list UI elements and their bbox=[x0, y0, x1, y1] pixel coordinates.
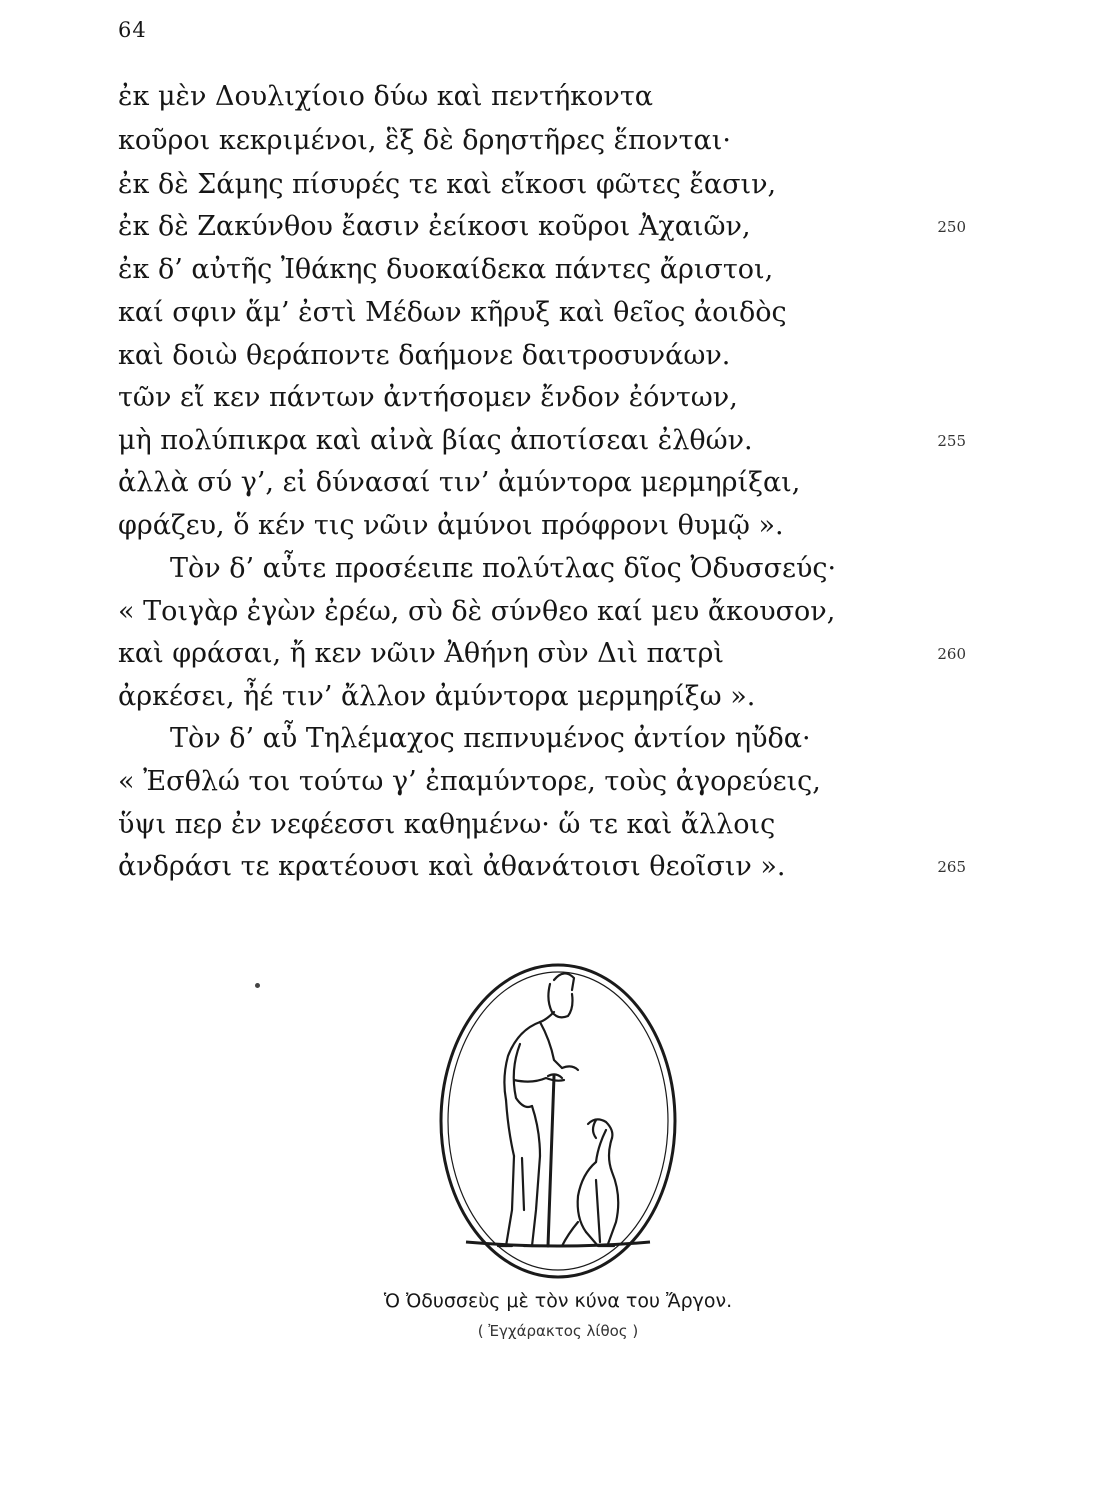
illustration-note: ( Ἐγχάρακτος λίθος ) bbox=[477, 1322, 639, 1340]
verse-line: καί σφιν ἅμ’ ἐστὶ Μέδων κῆρυξ καὶ θεῖος ἀοιδὸς bbox=[118, 297, 787, 328]
page-number: 64 bbox=[118, 18, 147, 42]
verse-line: ἀρκέσει, ἦέ τιν’ ἄλλον ἀμύντορα μερμηρίξω ». bbox=[118, 681, 756, 712]
verse-line: μὴ πολύπικρα καὶ αἰνὰ βίας ἀποτίσεαι ἐλθών. bbox=[118, 425, 753, 456]
verse-line: κοῦροι κεκριμένοι, ἓξ δὲ δρηστῆρες ἕπονται· bbox=[118, 125, 731, 156]
verse-line: ἀλλὰ σύ γ’, εἰ δύνασαί τιν’ ἀμύντορα μερμηρίξαι, bbox=[118, 467, 801, 498]
line-number: 255 bbox=[937, 432, 966, 450]
verse-line: ἐκ δὲ Σάμης πίσυρές τε καὶ εἴκοσι φῶτες ἔασιν, bbox=[118, 169, 777, 200]
verse-line: καὶ φράσαι, ἤ κεν νῶιν Ἀθήνη σὺν Διὶ πατρὶ bbox=[118, 638, 724, 669]
verse-line: ἀνδράσι τε κρατέουσι καὶ ἀθανάτοισι θεοῖσιν ». bbox=[118, 851, 786, 882]
verse-line: ὕψι περ ἐν νεφέεσσι καθημένω· ὥ τε καὶ ἄλλοις bbox=[118, 809, 776, 840]
engraved-gem-illustration bbox=[436, 960, 680, 1282]
verse-line: « Τοιγὰρ ἐγὼν ἐρέω, σὺ δὲ σύνθεο καί μευ ἄκουσον, bbox=[118, 596, 836, 627]
verse-line: ἐκ μὲν Δουλιχίοιο δύω καὶ πεντήκοντα bbox=[118, 81, 653, 112]
illustration-caption: Ὁ Ὀδυσσεὺς μὲ τὸν κύνα του Ἄργον. bbox=[383, 1290, 733, 1312]
line-number: 265 bbox=[937, 858, 966, 876]
argos-dog-figure bbox=[562, 1119, 618, 1246]
print-speck bbox=[255, 983, 260, 988]
line-number: 250 bbox=[937, 218, 966, 236]
verse-line: ἐκ δὲ Ζακύνθου ἔασιν ἐείκοσι κοῦροι Ἀχαιῶν, bbox=[118, 211, 751, 242]
verse-line: « Ἐσθλώ τοι τούτω γ’ ἐπαμύντορε, τοὺς ἀγορεύεις, bbox=[118, 766, 821, 797]
verse-line: τῶν εἴ κεν πάντων ἀντήσομεν ἔνδον ἐόντων, bbox=[118, 382, 738, 413]
odysseus-figure bbox=[498, 973, 578, 1246]
line-number: 260 bbox=[937, 645, 966, 663]
verse-line: καὶ δοιὼ θεράποντε δαήμονε δαιτροσυνάων. bbox=[118, 340, 731, 371]
verse-line: φράζευ, ὅ κέν τις νῶιν ἀμύνοι πρόφρονι θυμῷ ». bbox=[118, 510, 784, 541]
verse-line: Τὸν δ’ αὖ Τηλέμαχος πεπνυμένος ἀντίον ηὔδα· bbox=[170, 723, 811, 754]
verse-line: ἐκ δ’ αὐτῆς Ἰθάκης δυοκαίδεκα πάντες ἄριστοι, bbox=[118, 254, 774, 285]
verse-line: Τὸν δ’ αὖτε προσέειπε πολύτλας δῖος Ὀδυσσεύς· bbox=[170, 553, 837, 584]
